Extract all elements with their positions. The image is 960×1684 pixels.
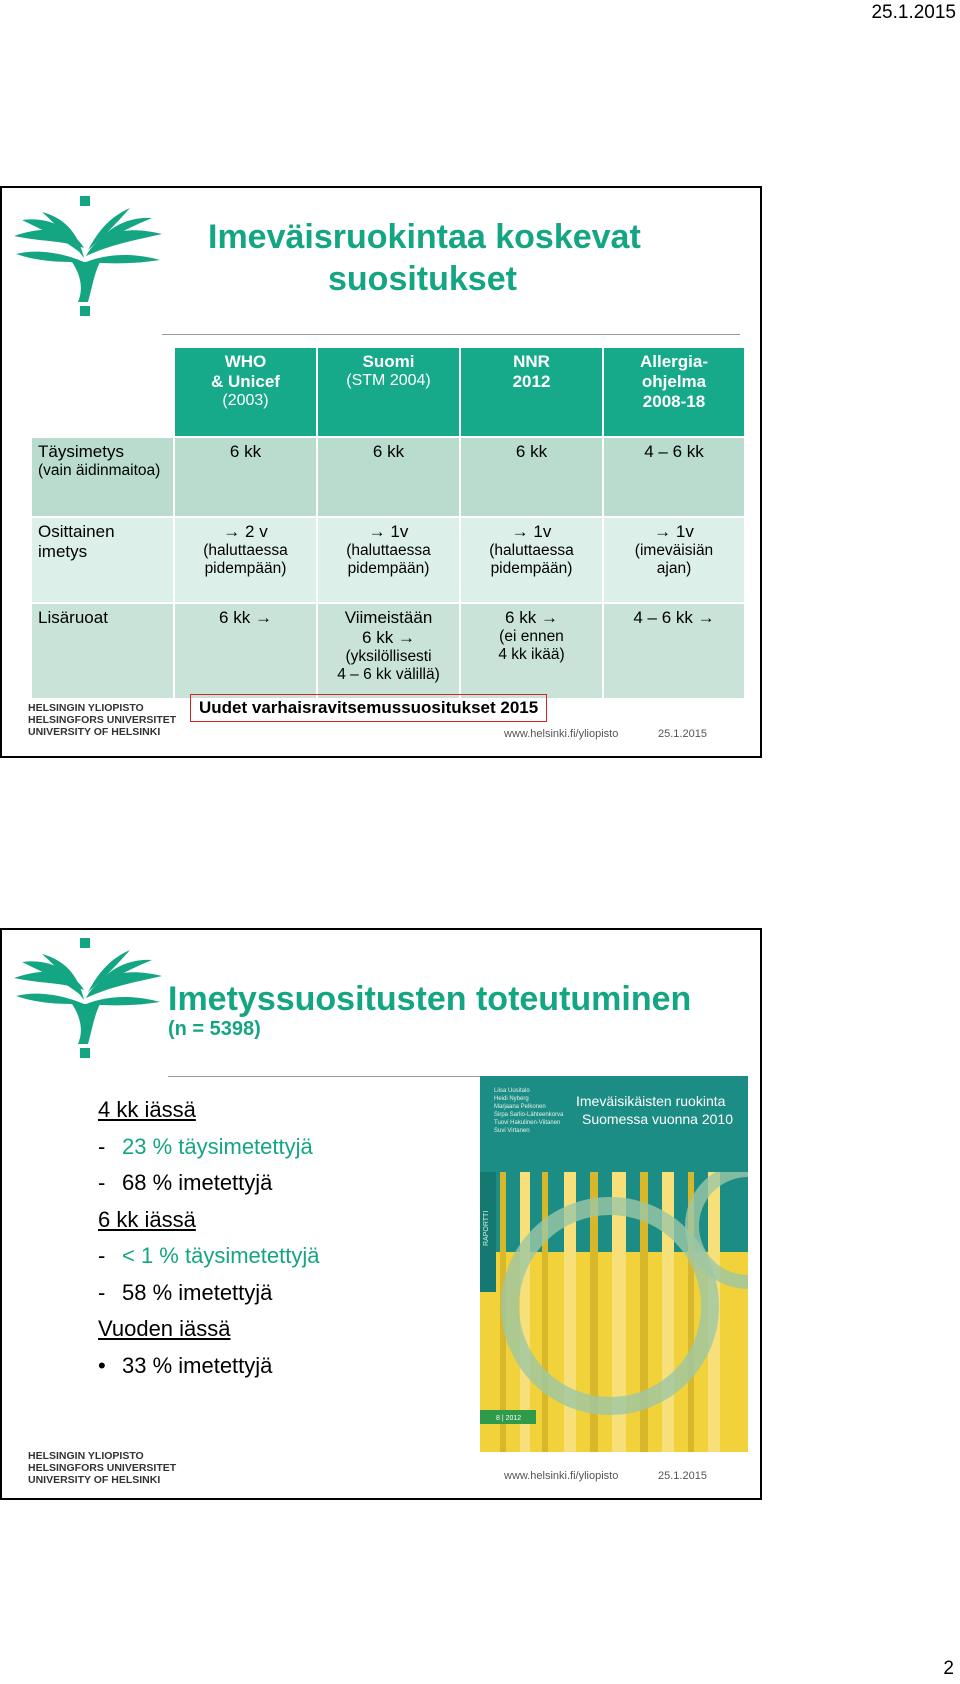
cover-title-line2: Suomessa vuonna 2010 [582,1111,733,1127]
table-cell: 6 kk → (ei ennen 4 kk ikää) [460,603,603,699]
table-cell: → 1v (haluttaessa pidempään) [460,517,603,603]
row-label: Osittainen imetys [31,517,174,603]
row-label: Lisäruoat [31,603,174,699]
new-recommendations-note: Uudet varhaisravitsemussuositukset 2015 [190,694,547,722]
group-heading: 6 kk iässä [98,1206,196,1232]
university-flame-logo [12,196,164,316]
row-label: Täysimetys (vain äidinmaitoa) [31,437,174,517]
cover-author: Marjaana Pelkonen [494,1104,546,1110]
table-cell: 4 – 6 kk [603,437,745,517]
recommendations-table [30,346,746,700]
cover-author: Tuovi Hakulinen-Viitanen [494,1120,561,1126]
table-row [31,517,745,603]
footer-url: www.helsinki.fi/yliopisto [504,728,619,740]
header-who: WHO & Unicef (2003) [174,347,317,437]
table-cell: → 1v (haluttaessa pidempään) [317,517,460,603]
group-heading: Vuoden iässä [98,1316,231,1341]
university-name: HELSINGIN YLIOPISTO HELSINGFORS UNIVERSITET UNIVERSITY OF HELSINKI [28,702,177,738]
list-item: - 68 % imetettyjä [98,1170,273,1195]
table-cell: → 2 v (haluttaessa pidempään) [174,517,317,603]
cover-author: Liisa Uusitalo [494,1088,530,1094]
slide-title-line2: suositukset [328,260,517,298]
slide-breastfeeding-realization [0,928,762,1500]
list-item: • 33 % imetettyjä [98,1352,273,1378]
footer-url: www.helsinki.fi/yliopisto [504,1470,619,1482]
group-heading: 4 kk iässä [98,1097,196,1122]
footer-date: 25.1.2015 [658,728,707,740]
university-flame-logo [12,938,164,1058]
header-suomi: Suomi (STM 2004) [317,347,460,437]
report-cover-image [480,1076,748,1452]
table-cell: 6 kk [317,437,460,517]
page-number: 2 [943,1658,954,1679]
slide-title: Imetyssuositusten toteutuminen [168,980,692,1018]
cover-number: 8 | 2012 [496,1415,522,1422]
table-cell: → 1v (imeväisiän ajan) [603,517,745,603]
list-item: - 58 % imetettyjä [98,1279,273,1305]
cover-author: Suvi Virtanen [494,1128,530,1134]
cover-author: Heidi Nyberg [494,1096,529,1102]
title-divider [162,334,740,335]
slide-title-line1: Imeväisruokintaa koskevat [208,218,641,256]
table-cell: 6 kk → [174,603,317,699]
table-header-row [31,347,745,437]
list-item: - 23 % täysimetettyjä [98,1133,313,1159]
header-nnr: NNR 2012 [460,347,603,437]
table-cell: 6 kk [460,437,603,517]
list-item: - < 1 % täysimetettyjä [98,1243,320,1268]
stats-list [98,1092,319,1384]
cover-title-line1: Imeväisikäisten ruokinta [576,1093,726,1109]
table-cell: 6 kk [174,437,317,517]
sample-size: (n = 5398) [168,1018,261,1040]
table-row [31,437,745,517]
cover-series: RAPORTTI [483,1210,490,1246]
slide-recommendations [0,186,762,758]
cover-author: Sirpa Sarlio-Lähteenkorva [494,1112,564,1118]
footer-date: 25.1.2015 [658,1470,707,1482]
page-date: 25.1.2015 [871,2,956,23]
university-name: HELSINGIN YLIOPISTO HELSINGFORS UNIVERSITET UNIVERSITY OF HELSINKI [28,1450,177,1486]
table-corner-cell [31,347,174,437]
header-allergia: Allergia- ohjelma 2008-18 [603,347,745,437]
table-row [31,603,745,699]
table-cell: 4 – 6 kk → [603,603,745,699]
table-cell: Viimeistään 6 kk → (yksilöllisesti 4 – 6 kk välillä) [317,603,460,699]
